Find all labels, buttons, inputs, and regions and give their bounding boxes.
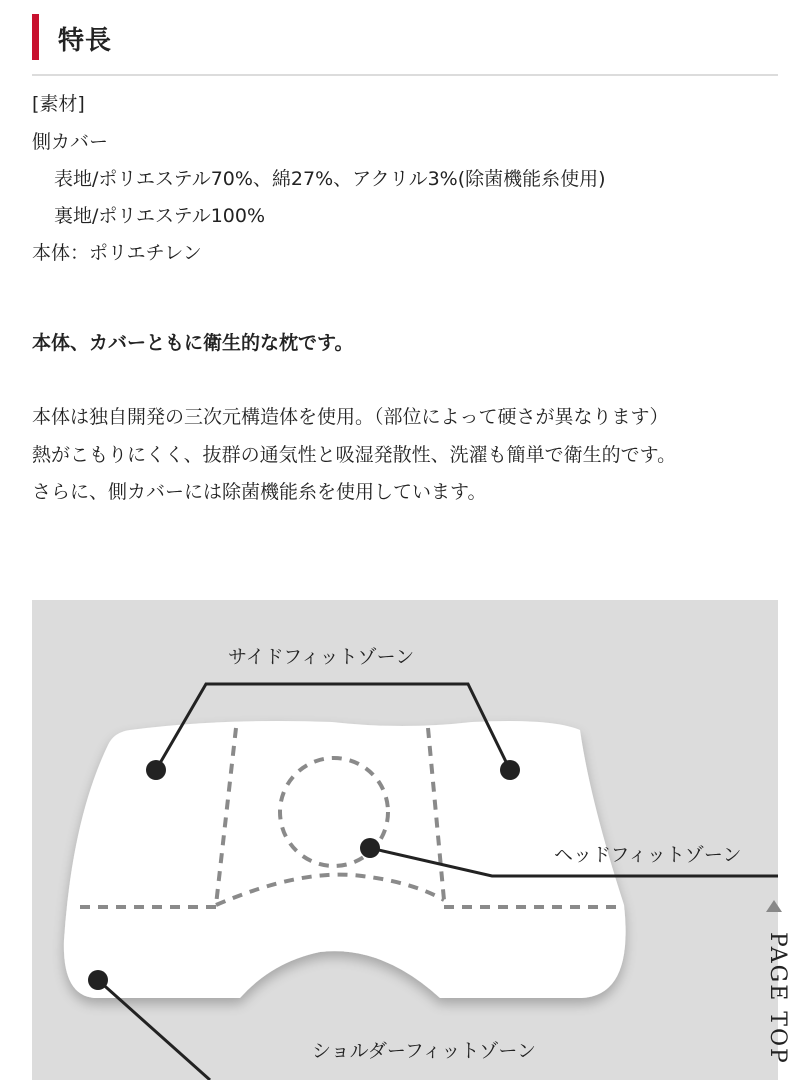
outer-fabric: 表地/ポリエステル70%、綿27%、アクリル3%(除菌機能糸使用) — [54, 168, 606, 190]
cover-label: 側カバー — [32, 131, 109, 153]
inner-fabric: 裏地/ポリエステル100% — [54, 205, 266, 227]
shoulder-marker — [88, 970, 108, 990]
triangle-up-icon — [766, 900, 782, 912]
head-zone-label: ヘッドフィットゾーン — [554, 844, 742, 866]
page-top-button[interactable] — [752, 898, 792, 1080]
side-marker-right — [500, 760, 520, 780]
feature-line-1: 本体は独自開発の三次元構造体を使用。（部位によって硬さが異なります） — [32, 406, 669, 428]
pillow-shape — [64, 721, 626, 998]
material-heading: [素材] — [32, 93, 85, 115]
section-header — [32, 12, 778, 76]
body-material: 本体：ポリエチレン — [32, 242, 202, 264]
section-title: 特長 — [58, 26, 113, 56]
head-marker — [360, 838, 380, 858]
side-marker-left — [146, 760, 166, 780]
feature-line-2: 熱がこもりにくく、抜群の通気性と吸湿発散性、洗濯も簡単で衛生的です。 — [32, 444, 677, 466]
shoulder-zone-label: ショルダーフィットゾーン — [312, 1040, 537, 1062]
feature-line-3: さらに、側カバーには除菌機能糸を使用しています。 — [32, 481, 487, 503]
feature-headline: 本体、カバーともに衛生的な枕です。 — [32, 332, 354, 354]
page-top-label: PAGE TOP — [765, 932, 790, 1065]
pillow-zone-diagram — [32, 600, 778, 1080]
side-zone-label: サイドフィットゾーン — [228, 646, 415, 668]
section-accent-bar — [32, 14, 39, 60]
